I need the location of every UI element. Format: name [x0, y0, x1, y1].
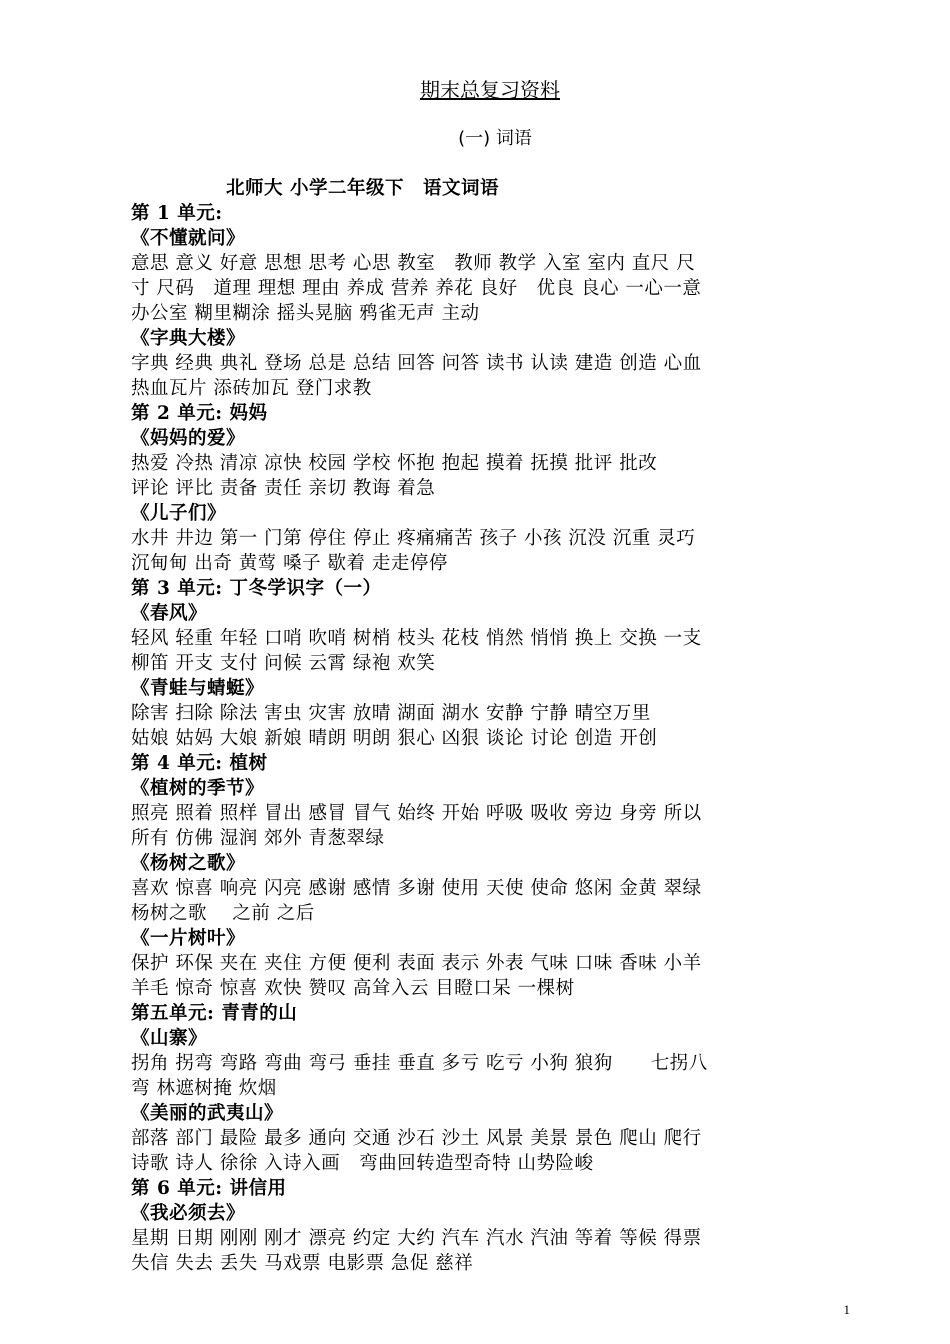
lesson-title: 《美丽的武夷山》	[131, 1103, 284, 1124]
word-line: 保护 环保 夹在 夹住 方便 便利 表面 表示 外表 气味 口味 香味 小羊	[131, 953, 702, 974]
lesson-title: 《山寨》	[131, 1028, 208, 1049]
word-line: 拐角 拐弯 弯路 弯曲 弯弓 垂挂 垂直 多亏 吃亏 小狗 狼狗 七拐八	[131, 1053, 708, 1074]
word-line: 部落 部门 最险 最多 通向 交通 沙石 沙土 风景 美景 景色 爬山 爬行	[131, 1128, 702, 1149]
word-line: 柳笛 开支 支付 问候 云霄 绿袍 欢笑	[131, 653, 436, 674]
word-line: 喜欢 惊喜 响亮 闪亮 感谢 感情 多谢 使用 天使 使命 悠闲 金黄 翠绿	[131, 878, 702, 899]
word-line: 轻风 轻重 年轻 口哨 吹哨 树梢 枝头 花枝 悄然 悄悄 换上 交换 一支	[131, 628, 702, 649]
word-line: 水井 井边 第一 门第 停住 停止 疼痛痛苦 孩子 小孩 沉没 沉重 灵巧	[131, 528, 696, 549]
word-line: 杨树之歌 之前 之后	[131, 903, 315, 924]
document-title: 期末总复习资料	[420, 78, 560, 102]
unit-heading: 第 1 单元:	[131, 203, 223, 224]
lesson-title: 《不懂就问》	[131, 228, 246, 249]
word-line: 所有 仿佛 湿润 郊外 青葱翠绿	[131, 828, 385, 849]
lesson-title: 《青蛙与蜻蜓》	[131, 678, 265, 699]
word-line: 羊毛 惊奇 惊喜 欢快 赞叹 高耸入云 目瞪口呆 一棵树	[131, 978, 575, 999]
lesson-title: 《我必须去》	[131, 1203, 246, 1224]
lesson-title: 《春风》	[131, 603, 208, 624]
word-line: 办公室 糊里糊涂 摇头晃脑 鸦雀无声 主动	[131, 303, 480, 324]
word-line: 沉甸甸 出奇 黄莺 嗓子 歇着 走走停停	[131, 553, 448, 574]
unit-heading: 第五单元: 青青的山	[131, 1003, 298, 1024]
word-line: 照亮 照着 照样 冒出 感冒 冒气 始终 开始 呼吸 吸收 旁边 身旁 所以	[131, 803, 702, 824]
word-line: 热爱 冷热 清凉 凉快 校园 学校 怀抱 抱起 摸着 抚摸 批评 批改	[131, 453, 658, 474]
unit-heading: 第 2 单元: 妈妈	[131, 403, 268, 424]
lesson-title: 《儿子们》	[131, 503, 227, 524]
unit-heading: 第 3 单元: 丁冬学识字（一）	[131, 578, 382, 599]
vocabulary-list	[131, 176, 851, 1276]
word-line: 弯 林遮树掩 炊烟	[131, 1078, 277, 1099]
word-line: 姑娘 姑妈 大娘 新娘 晴朗 明朗 狠心 凶狠 谈论 讨论 创造 开创	[131, 728, 658, 749]
lesson-title: 《一片树叶》	[131, 928, 246, 949]
page-number: 1	[843, 1302, 850, 1317]
unit-heading: 第 6 单元: 讲信用	[131, 1178, 287, 1199]
word-line: 寸 尺码 道理 理想 理由 养成 营养 养花 良好 优良 良心 一心一意	[131, 278, 702, 299]
word-line: 诗歌 诗人 徐徐 入诗入画 弯曲回转造型奇特 山势险峻	[131, 1153, 594, 1174]
word-line: 星期 日期 刚刚 刚才 漂亮 约定 大约 汽车 汽水 汽油 等着 等候 得票	[131, 1228, 702, 1249]
lesson-title: 《妈妈的爱》	[131, 428, 246, 449]
unit-heading: 第 4 单元: 植树	[131, 753, 268, 774]
word-line: 热血瓦片 添砖加瓦 登门求教	[131, 378, 372, 399]
lesson-title: 《植树的季节》	[131, 778, 265, 799]
book-heading: 北师大 小学二年级下 语文词语	[226, 178, 499, 199]
word-line: 评论 评比 责备 责任 亲切 教诲 着急	[131, 478, 436, 499]
word-line: 意思 意义 好意 思想 思考 心思 教室 教师 教学 入室 室内 直尺 尺	[131, 253, 696, 274]
lesson-title: 《字典大楼》	[131, 328, 246, 349]
word-line: 失信 失去 丢失 马戏票 电影票 急促 慈祥	[131, 1253, 474, 1274]
word-line: 字典 经典 典礼 登场 总是 总结 回答 问答 读书 认读 建造 创造 心血	[131, 353, 702, 374]
word-line: 除害 扫除 除法 害虫 灾害 放晴 湖面 湖水 安静 宁静 晴空万里	[131, 703, 651, 724]
lesson-title: 《杨树之歌》	[131, 853, 246, 874]
section-subtitle: (一) 词语	[458, 128, 532, 149]
